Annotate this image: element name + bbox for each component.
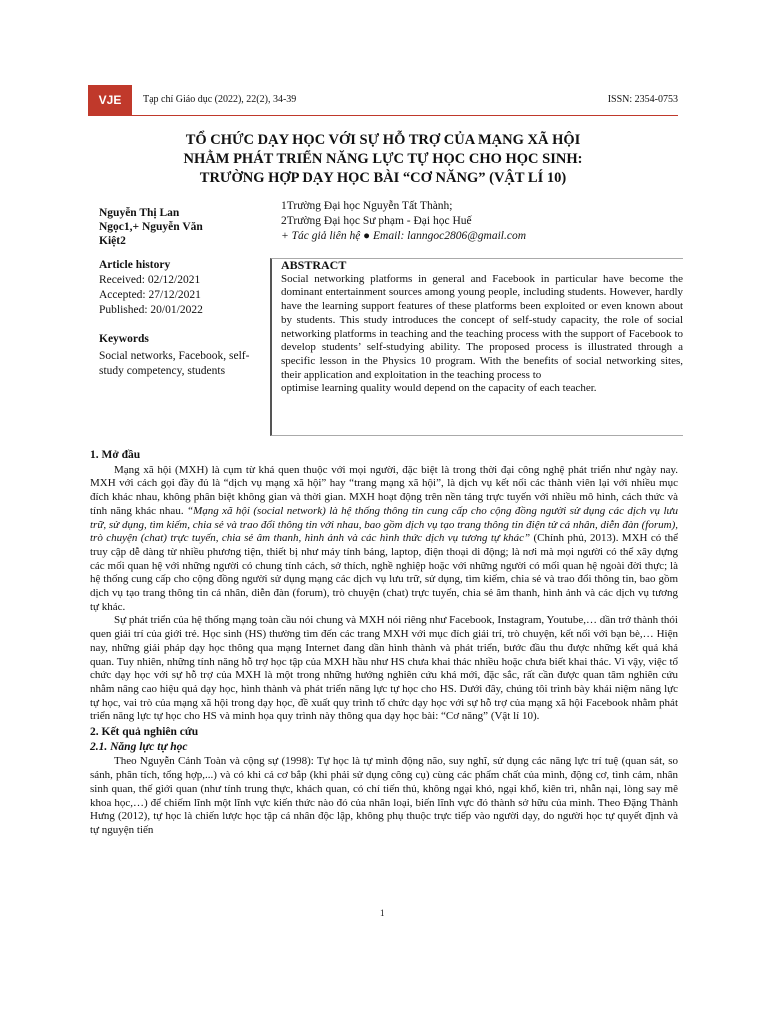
section-heading-intro: 1. Mở đầu: [90, 449, 141, 461]
section-heading-results: 2. Kết quả nghiên cứu: [90, 726, 199, 739]
affiliation-1: 1Trường Đại học Nguyễn Tất Thành;: [281, 200, 453, 212]
issn: ISSN: 2354-0753: [607, 94, 678, 105]
intro-p1-start: Mạng xã hội (MXH) là cụm từ khá quen thuộc với mọi người, đặc biệt là trong thời đại công nghệ phát triển như ngày nay. MXH với cách gọi đầy đủ là “dịch vụ mạng xã hội” hay “trang mạng xã hội”, là dịch vụ kết nối các thành viên lại với nhiều mục đích khác nhau, không phân biệt không gian và thời gian. MXH hoạt động trên nền tảng trực tuyến với nhiều mô hình, cách thức và tính năng khác nhau.: [90, 463, 678, 517]
page-number: 1: [380, 908, 385, 918]
intro-paragraph-2: Sự phát triển của hệ thống mạng toàn cầu nói chung và MXH nói riêng như Facebook, Instagram, Youtube,… dần trở thành thói quen giải trí của giới trẻ. Học sinh (HS) thường tìm đến các trang MXH với mục đích giải trí, trò chuyện, kết nối với bạn bè,… Hiện nay, những giải pháp dạy học thông qua mạng Internet đang dần hình thành và phát triển, bước đầu thu được những kết quả khả quan. Tuy nhiên, những tính năng hỗ trợ học tập của MXH hầu như HS chưa khai thác nhiều hoặc chưa biết khai thác. Vì vậy, việc tổ chức dạy học với sự hỗ trợ của MXH là một trong những hướng nghiên cứu khá mới, đặc sắc, rất cần được quan tâm nghiên cứu nhằm nâng cao hiệu quả dạy học, hình thành và phát triển năng lực tự học cho HS. Dưới đây, chúng tôi trình bày khái niệm năng lực tự học, vai trò của mạng xã hội trong dạy học, đề xuất quy trình tổ chức dạy học với sự hỗ trợ của mạng xã hội Facebook nhằm phát triển năng lực tự học cho HS và minh họa quy trình này thông qua dạy học bài: “Cơ năng” (Vật lí 10).: [90, 614, 678, 723]
received-date: Received: 02/12/2021: [99, 274, 201, 286]
author-list: [99, 206, 259, 248]
abstract-box: [270, 258, 683, 436]
title-line-3: TRƯỜNG HỢP DẠY HỌC BÀI “CƠ NĂNG” (VẬT LÍ 10): [199, 170, 567, 186]
paper-title: [88, 131, 678, 188]
affiliations: [281, 199, 681, 244]
journal-header: [88, 85, 678, 115]
header-divider: [88, 115, 678, 116]
author-line-1: Nguyễn Thị Lan: [99, 207, 180, 219]
abstract-text: Social networking platforms in general and Facebook in particular have become the dominant entertainment sources among young people, including students. However, hardly have the learning support features of these platforms been exploited or even known about by students. This study introduces the concept of self-study capacity, the role of social networking platforms in teaching and the teaching process with the support of Facebook to develop students’ self-studying ability. The proposed process is illustrated through a specific lesson in the Physics 10 program. With the benefits of social networking sites, their application and exploitation in the teaching process to: [281, 272, 683, 381]
journal-reference: Tạp chí Giáo dục (2022), 22(2), 34-39: [143, 94, 297, 105]
title-line-1: TỔ CHỨC DẠY HỌC VỚI SỰ HỖ TRỢ CỦA MẠNG XÃ HỘI: [185, 132, 581, 148]
author-line-3: Kiệt2: [99, 235, 126, 247]
article-body: [90, 447, 678, 838]
abstract-last-line: optimise learning quality would depend on the capacity of each teacher.: [281, 382, 597, 395]
keywords-heading: Keywords: [99, 333, 149, 345]
intro-paragraph-1: [90, 464, 678, 615]
title-line-2: NHẰM PHÁT TRIỂN NĂNG LỰC TỰ HỌC CHO HỌC SINH:: [183, 151, 583, 167]
article-history-heading: Article history: [99, 259, 171, 271]
intro-p1-end: (Chính phủ, 2013). MXH có thể truy cập dễ dàng từ nhiều phương tiện, thiết bị như máy tính bảng, laptop, điện thoại di động; là nơi mà mọi người có thể xây dựng các mối quan hệ với những người có chung tính cách, sở thích, nghề nghiệp hoặc với những người có mối quan hệ ngoài đời thực; là hệ thống cung cấp cho cộng đồng người sử dụng mạng các dịch vụ lưu trữ, sử dụng, tìm kiếm, chia sẻ và trao đổi thông tin, bao gồm dịch vụ tạo trang thông tin cá nhân, diễn đàn (forum), trò chuyện (chat) trực tuyến, chia sẻ âm thanh, hình ảnh và các dịch vụ tương tự khác.: [90, 532, 679, 613]
keywords-block: [99, 332, 264, 379]
vje-logo-badge: VJE: [88, 85, 132, 115]
article-history: [99, 258, 264, 318]
keywords-text: Social networks, Facebook, self-study competency, students: [99, 350, 250, 377]
intro-p1-quote: “Mạng xã hội (social network) là hệ thống thông tin cung cấp cho cộng đồng người sử dụng các dịch vụ lưu trữ, sử dụng, tìm kiếm, chia sẻ và trao đổi thông tin với nhau, bao gồm dịch vụ tạo trang thông tin điện tử cá nhân, diễn đàn (forum), trò chuyện (chat) trực tuyến, chia sẻ âm thanh, hình ảnh và các hình thức dịch vụ tương tự khác”: [90, 504, 678, 545]
published-date: Published: 20/01/2022: [99, 304, 203, 316]
subsection-heading-2-1: 2.1. Năng lực tự học: [90, 740, 188, 753]
results-paragraph-1: Theo Nguyễn Cảnh Toàn và cộng sự (1998): Tự học là tự mình động não, suy nghĩ, sử dụng các năng lực trí tuệ (quan sát, so sánh, phân tích, tổng hợp,...) và có khi cả cơ bắp (khi phải sử dụng công cụ) cùng các phẩm chất của mình, động cơ, tình cảm, nhân sinh quan, thế giới quan (như tính trung thực, khách quan, có chí tiến thủ, không ngại khó, ngại khổ, kiên trì, nhẫn nại, lòng say mê khoa học,…) để chiếm lĩnh một lĩnh vực kiến thức nào đó của nhân loại, biến lĩnh vực đó thành sở hữu của mình. Theo Đặng Thành Hưng (2012), tự học là chiến lược học tập cá nhân độc lập, không phụ thuộc trực tiếp vào người dạy, do người học tự quyết định và tự nguyện tiến: [90, 755, 678, 836]
corresponding-email: + Tác giả liên hệ ● Email: lanngoc2806@gmail.com: [281, 230, 527, 242]
abstract-heading: ABSTRACT: [281, 258, 347, 272]
accepted-date: Accepted: 27/12/2021: [99, 289, 201, 301]
author-line-2: Ngọc1,+ Nguyễn Văn: [99, 221, 203, 233]
affiliation-2: 2Trường Đại học Sư phạm - Đại học Huế: [281, 215, 472, 227]
